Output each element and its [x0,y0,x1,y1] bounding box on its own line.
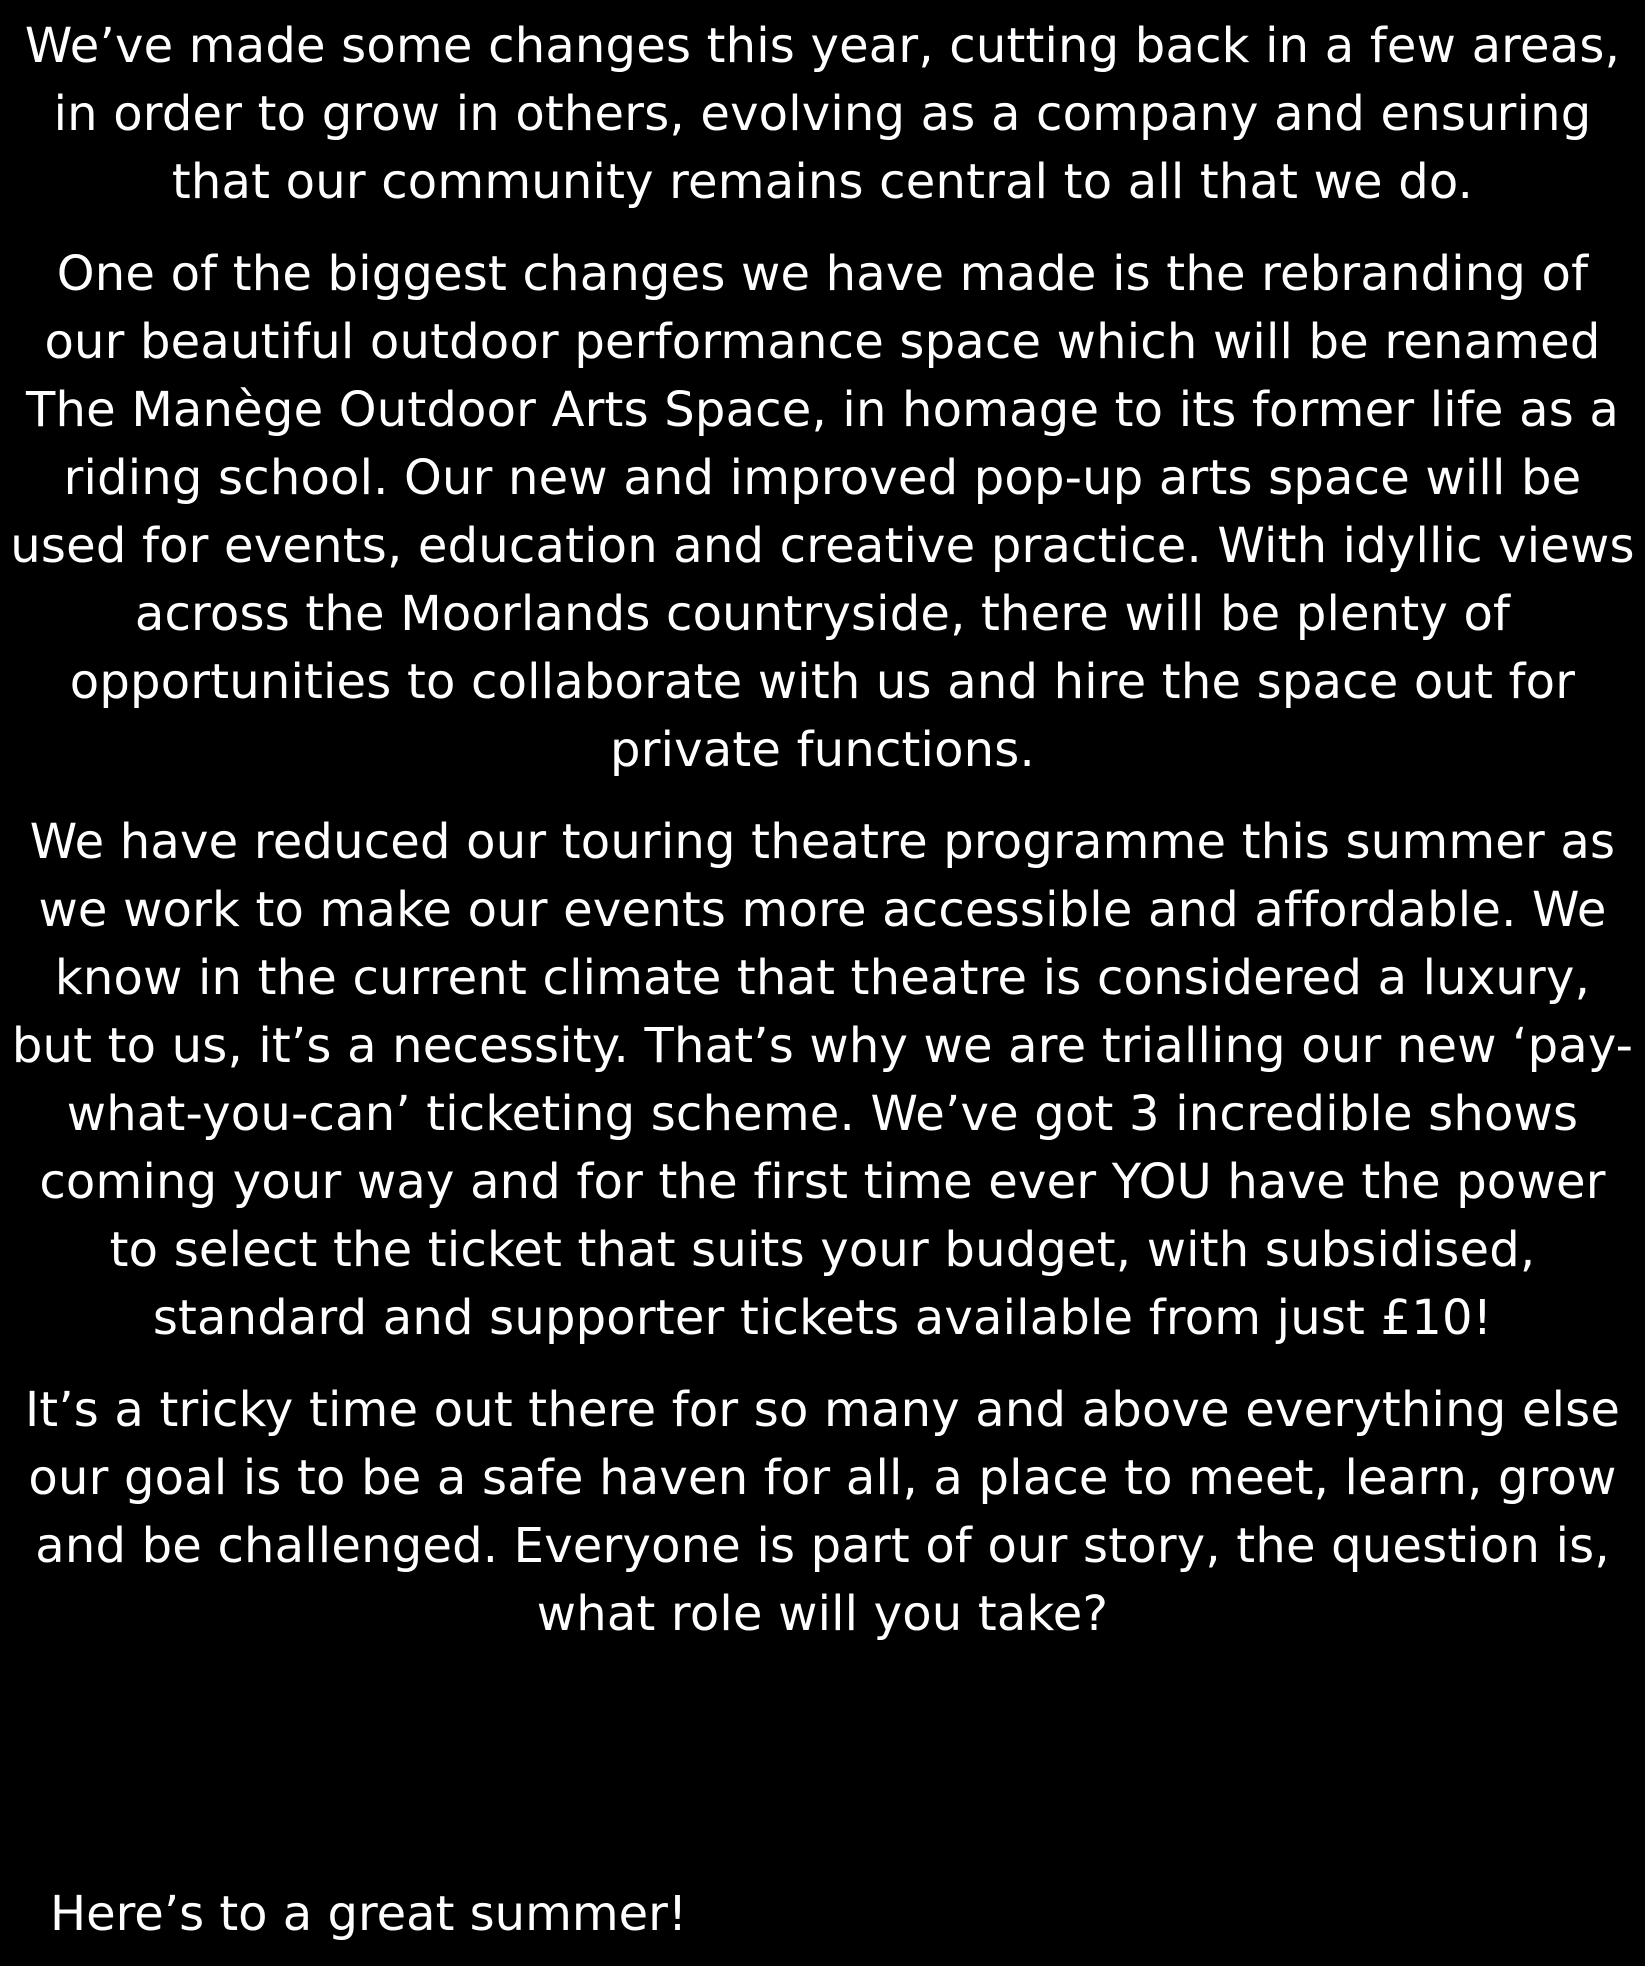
paragraph-changes: We’ve made some changes this year, cutting back in a few areas, in order to grow in others, evolving as a company and ensuring that our community remains central to all that we do. [24,18,1621,210]
paragraph-safe-haven: It’s a tricky time out there for so many and above everything else our goal is to be a safe haven for all, a place to meet, learn, grow and be challenged. Everyone is part of our story, the question is, what role will you take? [24,1382,1621,1642]
closing-line: Here’s to a great summer! [50,1886,688,1942]
paragraph-rebranding: One of the biggest changes we have made is the rebranding of our beautiful outdoor performance space which will be renamed The Manège Outdoor Arts Space, in homage to its former life as a riding school. Our new and improved pop-up arts space will be used for events, education and creative practice. With idyllic views across the Moorlands countryside, there will be plenty of opportunities to collaborate with us and hire the space out for private functions. [10,246,1635,778]
paragraph-ticketing: We have reduced our touring theatre programme this summer as we work to make our events more accessible and affordable. We know in the current climate that theatre is considered a luxury, but to us, it’s a necessity. That’s why we are trialling our new ‘pay-what-you-can’ ticketing scheme. We’ve got 3 incredible shows coming your way and for the first time ever YOU have the power to select the ticket that suits your budget, with subsidised, standard and supporter tickets available from just £10! [11,814,1634,1346]
